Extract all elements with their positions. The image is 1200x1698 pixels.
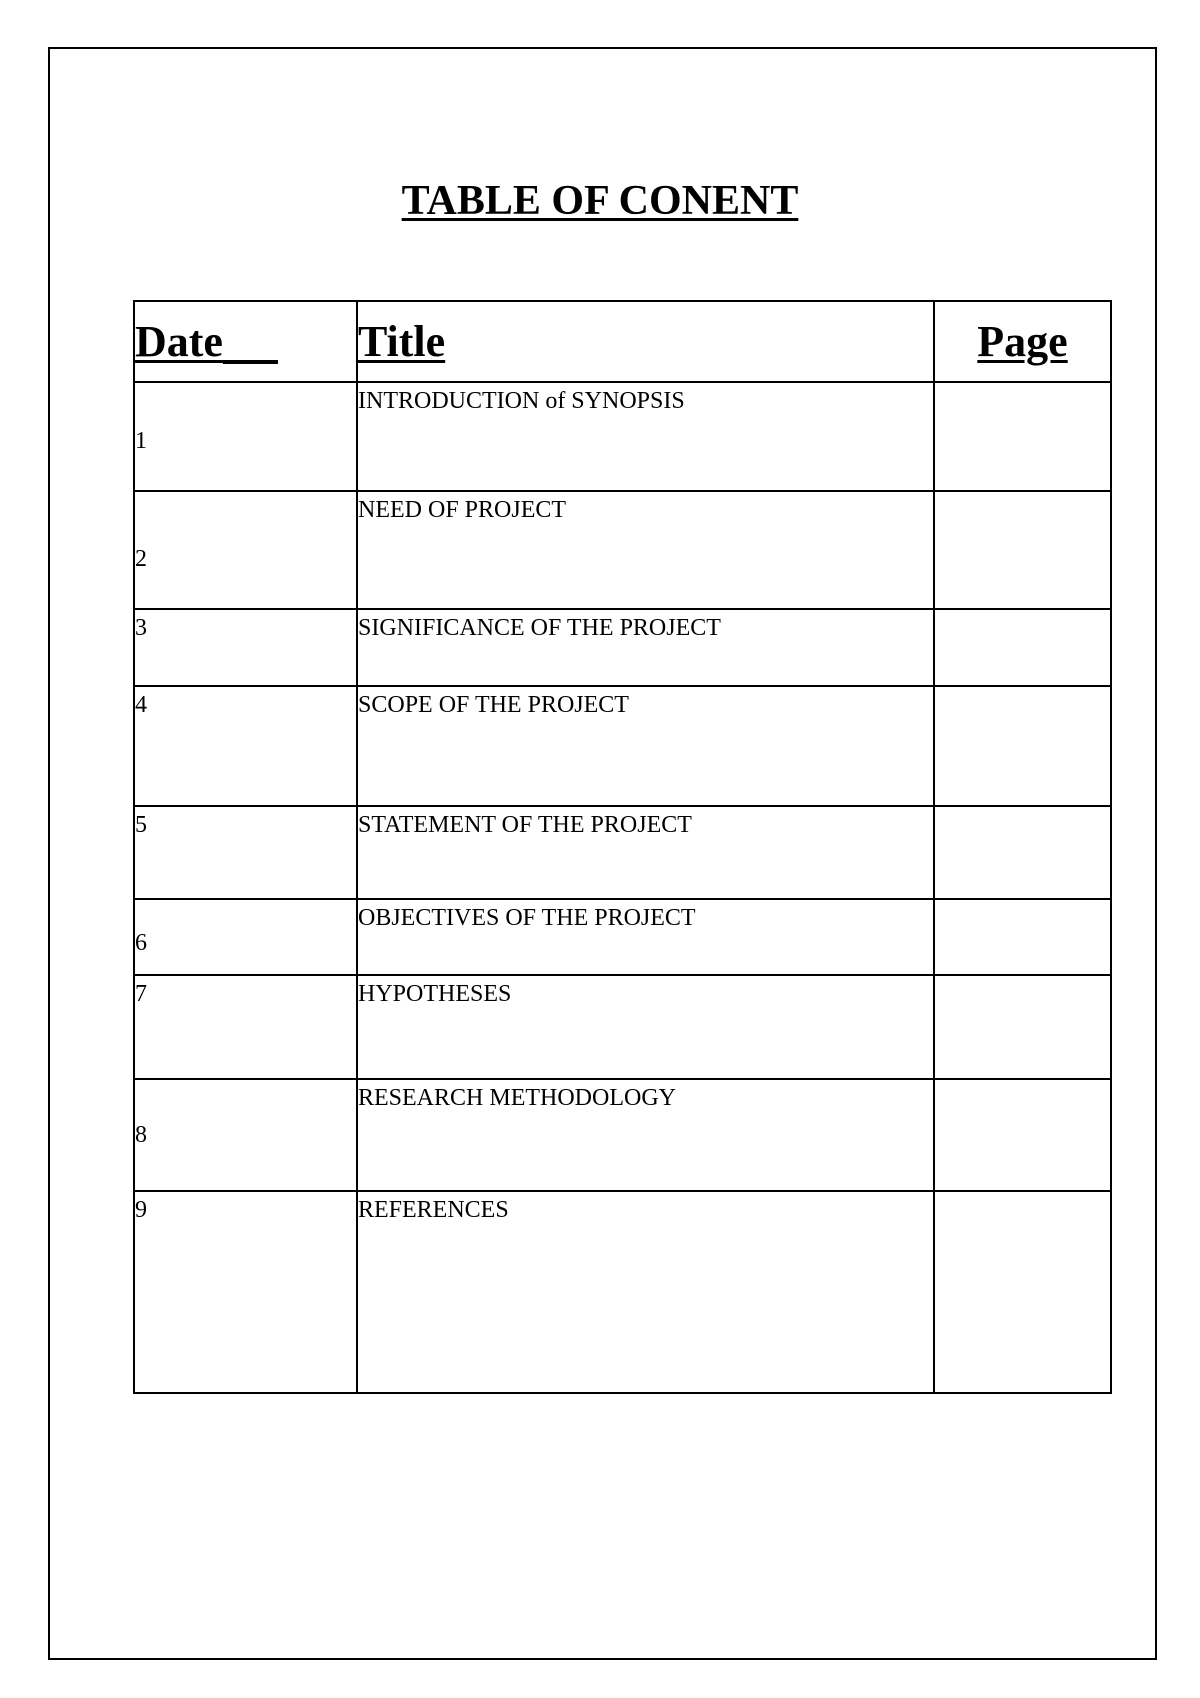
table-row [134, 686, 1111, 806]
row-date: 2 [134, 491, 357, 609]
row-date: 6 [134, 899, 357, 975]
header-page: Page [934, 301, 1111, 382]
table-row [134, 491, 1111, 609]
row-page [934, 1191, 1111, 1393]
table-row [134, 806, 1111, 899]
row-title: HYPOTHESES [357, 975, 934, 1079]
row-page [934, 899, 1111, 975]
row-date: 1 [134, 382, 357, 491]
row-page [934, 609, 1111, 686]
row-title: STATEMENT OF THE PROJECT [357, 806, 934, 899]
row-title: SCOPE OF THE PROJECT [357, 686, 934, 806]
page-title-text: TABLE OF CONENT [401, 178, 799, 224]
row-title: INTRODUCTION of SYNOPSIS [357, 382, 934, 491]
row-date: 3 [134, 609, 357, 686]
row-date: 4 [134, 686, 357, 806]
row-date: 9 [134, 1191, 357, 1393]
row-date: 8 [134, 1079, 357, 1191]
table-row [134, 975, 1111, 1079]
table-header-row [134, 301, 1111, 382]
row-title: REFERENCES [357, 1191, 934, 1393]
table-row [134, 609, 1111, 686]
row-page [934, 491, 1111, 609]
row-page [934, 806, 1111, 899]
table-row [134, 382, 1111, 491]
row-page [934, 975, 1111, 1079]
header-title: Title [357, 301, 934, 382]
row-date: 7 [134, 975, 357, 1079]
row-date: 5 [134, 806, 357, 899]
table-row [134, 899, 1111, 975]
table-row [134, 1191, 1111, 1393]
row-page [934, 382, 1111, 491]
row-title: RESEARCH METHODOLOGY [357, 1079, 934, 1191]
header-date: Date [134, 301, 357, 382]
table-of-contents [133, 300, 1112, 1394]
table-row [134, 1079, 1111, 1191]
row-title: NEED OF PROJECT [357, 491, 934, 609]
row-title: OBJECTIVES OF THE PROJECT [357, 899, 934, 975]
row-page [934, 1079, 1111, 1191]
row-page [934, 686, 1111, 806]
row-title: SIGNIFICANCE OF THE PROJECT [357, 609, 934, 686]
page-title [0, 180, 1200, 222]
